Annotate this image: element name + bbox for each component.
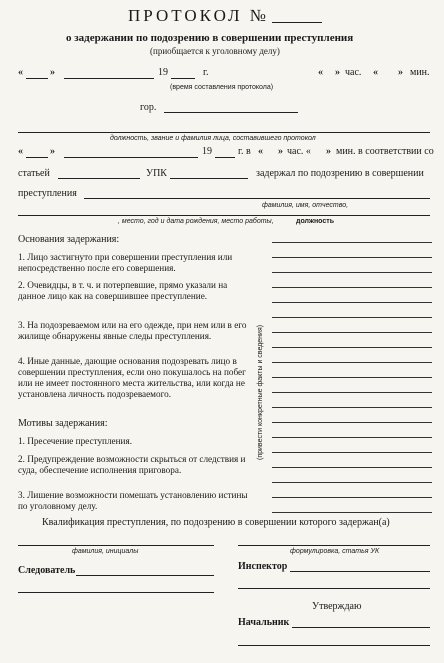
facts-line[interactable] (272, 452, 432, 453)
chief-field[interactable] (292, 627, 430, 628)
city-field[interactable] (164, 112, 298, 113)
ground-item-3: 3. На подозреваемом или на его одежде, при нем или в его жилище обнаружены явные следы преступления. (18, 320, 247, 341)
suspect-field-2[interactable] (18, 215, 430, 216)
protocol-subtitle: о задержании по подозрению в совершении преступления (66, 32, 354, 44)
day-field[interactable] (26, 78, 48, 79)
year-prefix: 19 (158, 67, 168, 78)
facts-line[interactable] (272, 467, 432, 468)
inspector-label: Инспектор (238, 561, 288, 572)
facts-vertical-caption: (привести конкретные факты и сведения) (257, 324, 264, 460)
facts-line[interactable] (272, 377, 432, 378)
minute-quote-close: » (398, 67, 403, 78)
facts-line[interactable] (272, 482, 432, 483)
chief-label: Начальник (238, 617, 290, 628)
investigator-field[interactable] (76, 575, 214, 576)
year2-suffix: г. в (238, 146, 251, 157)
facts-line[interactable] (272, 362, 432, 363)
facts-line[interactable] (272, 272, 432, 273)
facts-line[interactable] (272, 512, 432, 513)
facts-line[interactable] (272, 257, 432, 258)
date-quote-close: » (50, 67, 55, 78)
investigator-field-2[interactable] (18, 592, 214, 593)
facts-line[interactable] (272, 302, 432, 303)
investigator-label: Следователь (18, 565, 76, 576)
protocol-note: (приобщается к уголовному делу) (150, 46, 280, 56)
facts-line[interactable] (272, 242, 432, 243)
date-quote-open: « (18, 67, 23, 78)
article-caption: формулировка, статья УК (290, 548, 380, 555)
facts-line[interactable] (272, 422, 432, 423)
qualification-article-field[interactable] (238, 545, 430, 546)
suspect-caption-3: должность (296, 218, 334, 225)
facts-line[interactable] (272, 437, 432, 438)
name-caption: фамилия, инициалы (72, 548, 139, 555)
facts-line[interactable] (272, 347, 432, 348)
ground-item-2: 2. Очевидцы, в т. ч. и потерпевшие, прямо указали на данное лицо как на совершившее преступление. (18, 280, 228, 301)
hour-quote-close: » (335, 67, 340, 78)
upk-field[interactable] (170, 178, 248, 179)
article-field[interactable] (58, 178, 140, 179)
motive-item-1: 1. Пресечение преступления. (18, 436, 132, 446)
hour2-quote-close: » (278, 146, 283, 157)
facts-line[interactable] (272, 407, 432, 408)
minute-quote-open: « (373, 67, 378, 78)
facts-line[interactable] (272, 332, 432, 333)
official-field[interactable] (18, 132, 430, 133)
hour2-quote-open: « (258, 146, 263, 157)
hour-label: час. (345, 67, 362, 78)
day2-field[interactable] (26, 157, 48, 158)
grounds-heading: Основания задержания: (18, 234, 120, 245)
suspect-field[interactable] (84, 198, 430, 199)
suspect-caption-1: фамилия, имя, отчество, (262, 202, 349, 209)
facts-line[interactable] (272, 392, 432, 393)
year2-prefix: 19 (202, 146, 212, 157)
detained-text: задержал по подозрению в совершении (256, 168, 424, 179)
month2-field[interactable] (64, 157, 198, 158)
qualification-name-field[interactable] (18, 545, 214, 546)
hour2-label: час. « (287, 146, 311, 157)
facts-line[interactable] (272, 497, 432, 498)
month-field[interactable] (64, 78, 154, 79)
chief-field-2[interactable] (238, 645, 430, 646)
minute2-quote-close: » (326, 146, 331, 157)
protocol-title: ПРОТОКОЛ № (128, 6, 269, 25)
facts-line[interactable] (272, 317, 432, 318)
ground-item-4: 4. Иные данные, дающие основания подозревать лицо в совершении преступления, если оно покушалось на побег или не имеет постоянного места жительства, или когда не установлена личность подозреваемого. (18, 356, 246, 399)
suspect-caption-2: , место, год и дата рождения, место работы, (118, 218, 274, 225)
year-suffix: г. (203, 67, 209, 78)
time-caption: (время составления протокола) (170, 84, 274, 91)
minute-label: мин. (410, 67, 430, 78)
date2-quote-close: » (50, 146, 55, 157)
minute2-rest: мин. в соответствии со (336, 146, 434, 157)
ground-item-1: 1. Лицо застигнуто при совершении преступления или непосредственно после его совершения. (18, 252, 233, 273)
facts-line[interactable] (272, 287, 432, 288)
inspector-field[interactable] (290, 571, 430, 572)
date2-quote-open: « (18, 146, 23, 157)
motives-heading: Мотивы задержания: (18, 418, 108, 429)
year2-field[interactable] (215, 157, 235, 158)
city-label: гор. (140, 102, 157, 113)
protocol-number-field[interactable] (272, 22, 322, 23)
inspector-field-2[interactable] (238, 588, 430, 589)
upk-label: УПК (146, 168, 167, 179)
article-label: статьей (18, 168, 50, 179)
crime-label: преступления (18, 188, 77, 199)
motive-item-3: 3. Лишение возможности помешать установлению истины по уголовному делу. (18, 490, 248, 511)
year-field[interactable] (171, 78, 195, 79)
official-caption: должность, звание и фамилия лица, составившего протокол (110, 135, 316, 142)
approve-label: Утверждаю (312, 601, 362, 612)
hour-quote-open: « (318, 67, 323, 78)
motive-item-2: 2. Предупреждение возможности скрыться от следствия и суда, обеспечение исполнения приговора. (18, 454, 246, 475)
qualification-text: Квалификация преступления, по подозрению в совершении которого задержан(а) (42, 517, 390, 528)
